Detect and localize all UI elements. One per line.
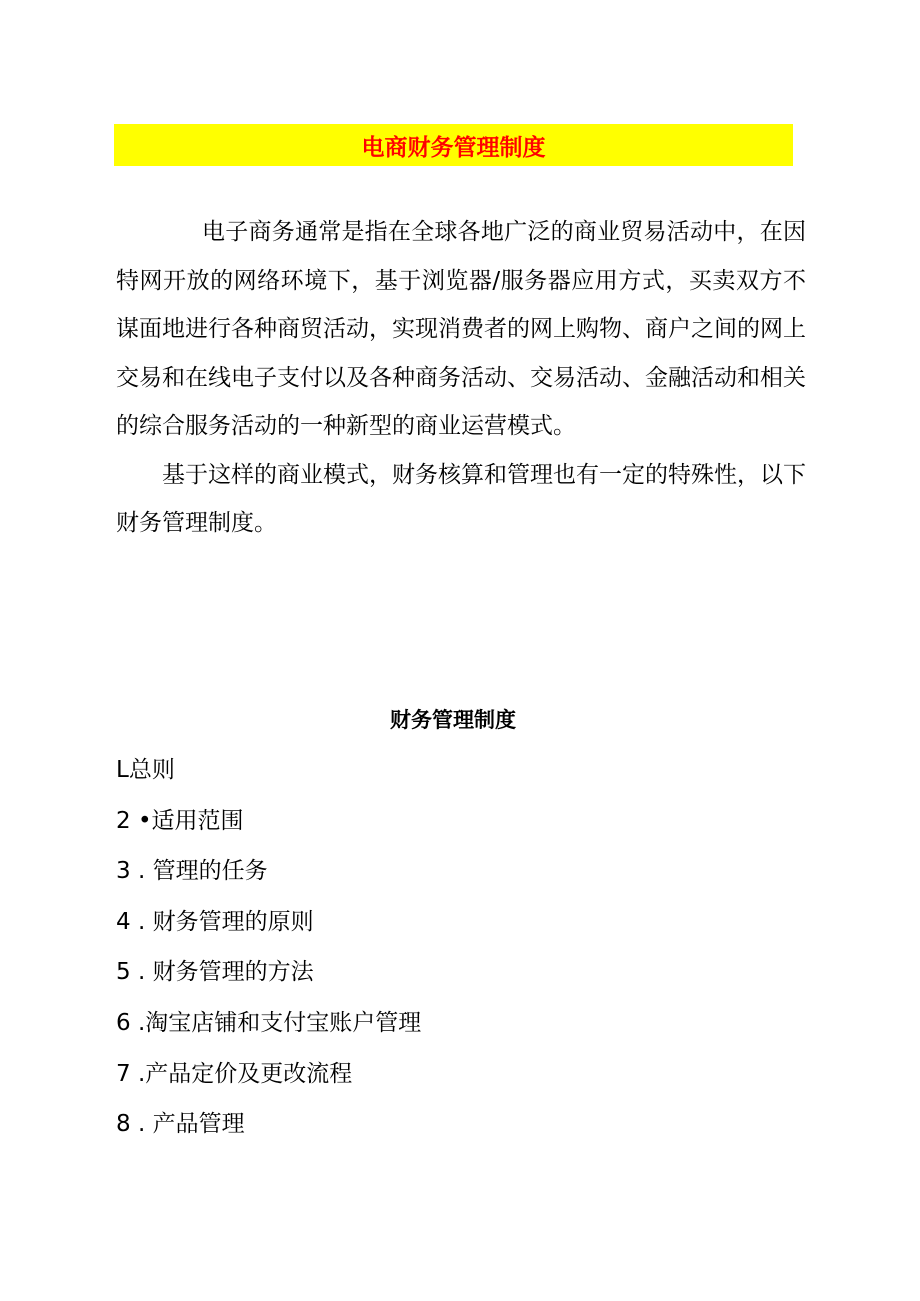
document-title: 电商财务管理制度 <box>361 134 546 161</box>
table-of-contents <box>116 752 421 1157</box>
toc-item-2: 2 •适用范围 <box>116 807 244 834</box>
toc-item-1: L总则 <box>116 757 175 783</box>
intro-paragraph-2: 基于这样的商业模式，财务核算和管理也有一定的特殊性，以下财务管理制度。 <box>116 461 806 536</box>
toc-item-4: 4 . 财务管理的原则 <box>116 908 314 935</box>
intro-text <box>116 208 806 548</box>
intro-paragraph-1: 电子商务通常是指在全球各地广泛的商业贸易活动中，在因特网开放的网络环境下，基于浏览器/服务器应用方式，买卖双方不谋面地进行各种商贸活动，实现消费者的网上购物、商户之间的网上交易和在线电子支付以及各种商务活动、交易活动、金融活动和相关的综合服务活动的一种新型的商业运营模式。 <box>116 219 806 439</box>
toc-item-3: 3 . 管理的任务 <box>116 858 268 885</box>
toc-item-6: 6 .淘宝店铺和支付宝账户管理 <box>116 1009 422 1036</box>
toc-item-5: 5 . 财务管理的方法 <box>116 959 314 986</box>
toc-item-7: 7 .产品定价及更改流程 <box>116 1060 353 1087</box>
section-heading: 财务管理制度 <box>390 708 516 732</box>
toc-item-8: 8 . 产品管理 <box>116 1111 245 1138</box>
title-banner <box>114 124 793 166</box>
